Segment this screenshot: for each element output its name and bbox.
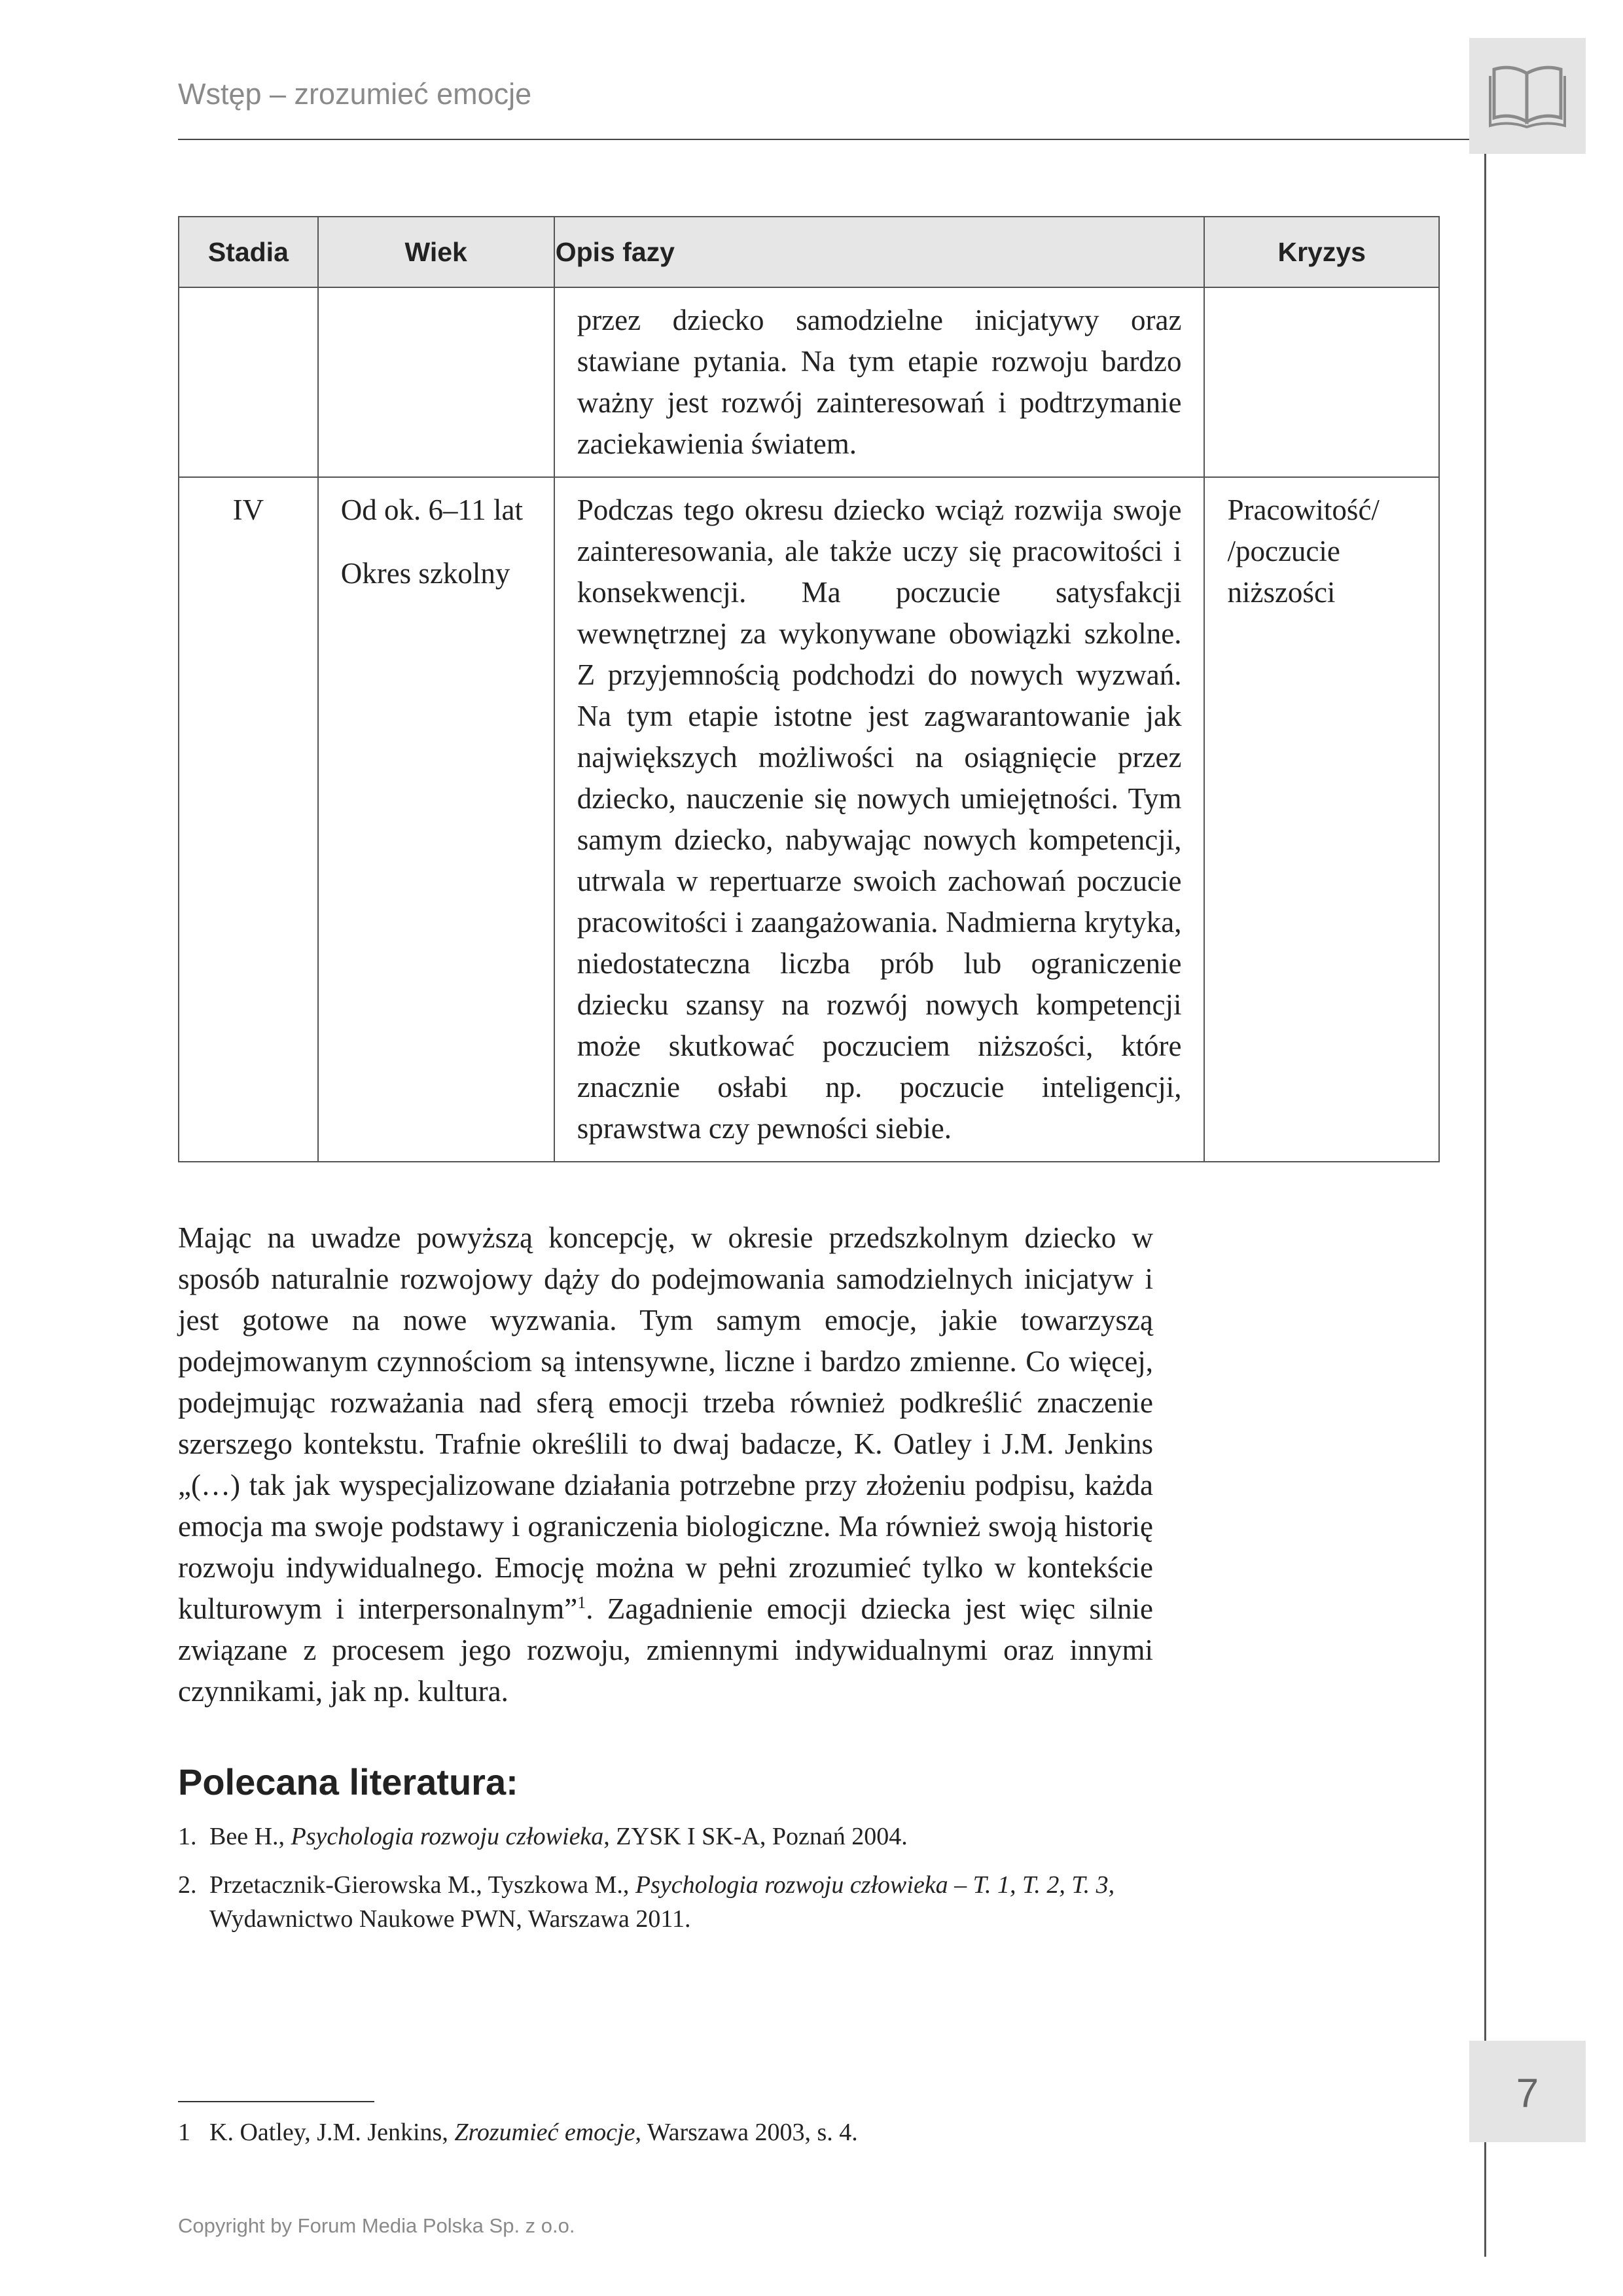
- footnote-ref[interactable]: 1: [577, 1593, 586, 1612]
- list-item-number: 2.: [178, 1871, 197, 1899]
- book-icon-box: [1469, 38, 1586, 154]
- list-item: [178, 1868, 1199, 1936]
- body-paragraph: [178, 1217, 1153, 1712]
- footnote-number: 1: [178, 2119, 190, 2146]
- crisis-cell: Pracowitość/ /poczucie niższości: [1204, 477, 1439, 1162]
- list-item-publisher: , ZYSK I SK-A, Poznań 2004.: [603, 1823, 908, 1850]
- footnote-title: Zrozumieć emocje: [454, 2119, 635, 2146]
- stage-cell: [179, 287, 318, 477]
- list-item: [178, 1820, 1199, 1854]
- description-cell: Podczas tego okresu dziecko wciąż rozwija swoje zainteresowania, ale także uczy się pracowitości i konsekwencji. Ma poczucie satysfakcji wewnętrznej za wykonywane obowiązki szkolne. Z przyjemnością podchodzi do nowych wyzwań. Na tym etapie istotne jest zagwarantowanie jak największych możliwości na osiągnięcie przez dziecko, nauczenie się nowych umiejętności. Tym samym dziecko, nabywając nowych kompetencji, utrwala w repertuarze swoich zachowań poczucie pracowitości i zaangażowania. Nadmierna krytyka, niedostateczna liczba prób lub ograniczenie dziecku szansy na rozwój nowych kompetencji może skutkować poczuciem niższości, które znacznie osłabi np. poczucie inteligencji, sprawstwa czy pewności siebie.: [554, 477, 1205, 1162]
- list-item-number: 1.: [178, 1823, 197, 1850]
- literature-list: [178, 1820, 1199, 1950]
- paragraph-text: Mając na uwadze powyższą koncepcję, w okresie przedszkolnym dziecko w sposób naturalnie rozwojowy dąży do podejmowania samodzielnych inicjatyw i jest gotowe na nowe wyzwania. Tym samym emocje, jakie towarzyszą podejmowanym czynnościom są intensywne, liczne i bardzo zmienne. Co więcej, podejmując rozważania nad sferą emocji trzeba również podkreślić znaczenie szerszego kontekstu. Trafnie określili to dwaj badacze, K. Oatley i J.M. Jenkins „(…) tak jak wyspecjalizowane działania potrzebne przy złożeniu podpisu, każda emocja ma swoje podstawy i ograniczenia biologiczne. Ma również swoją historię rozwoju indywidualnego. Emocję można w pełni zrozumieć tylko w kontekście kulturowym i interpersonalnym”: [178, 1221, 1153, 1625]
- footnote-authors: K. Oatley, J.M. Jenkins,: [209, 2119, 455, 2146]
- header-divider: [178, 139, 1585, 140]
- list-item-title: Psychologia rozwoju człowieka – T. 1, T. 2, T. 3,: [635, 1871, 1115, 1899]
- col-header-crisis: Kryzys: [1204, 217, 1439, 287]
- footnote-divider: [178, 2101, 374, 2102]
- running-title: Wstęp – zrozumieć emocje: [178, 77, 532, 111]
- development-stages-table: [178, 216, 1440, 1162]
- col-header-description: Opis fazy: [554, 217, 1205, 287]
- footnote-details: , Warszawa 2003, s. 4.: [635, 2119, 858, 2146]
- table-header-row: [179, 217, 1439, 287]
- footnote: [178, 2115, 858, 2149]
- page-number: 7: [1516, 2071, 1539, 2116]
- col-header-age: Wiek: [318, 217, 554, 287]
- list-item-publisher: Wydawnictwo Naukowe PWN, Warszawa 2011.: [209, 1905, 691, 1933]
- list-item-author: Bee H.,: [209, 1823, 291, 1850]
- list-item-author: Przetacznik-Gierowska M., Tyszkowa M.,: [209, 1871, 635, 1899]
- age-period: Okres szkolny: [340, 557, 510, 590]
- open-book-icon: [1489, 58, 1566, 130]
- age-range: Od ok. 6–11 lat: [340, 493, 524, 526]
- page-number-box: [1469, 2041, 1586, 2142]
- paragraph-text-end: . Zagadnienie emocji dziecka jest więc silnie związane z procesem jego rozwoju, zmiennymi indywidualnymi oraz innymi czynnikami, jak np. kultura.: [178, 1592, 1153, 1708]
- table-row: [179, 287, 1439, 477]
- copyright-notice: Copyright by Forum Media Polska Sp. z o.o.: [178, 2214, 575, 2237]
- table-row: [179, 477, 1439, 1162]
- crisis-cell: [1204, 287, 1439, 477]
- age-cell: [318, 477, 554, 1162]
- margin-divider: [1484, 38, 1486, 2257]
- age-cell: [318, 287, 554, 477]
- description-cell: przez dziecko samodzielne inicjatywy oraz stawiane pytania. Na tym etapie rozwoju bardzo ważny jest rozwój zainteresowań i podtrzymanie zaciekawienia światem.: [554, 287, 1205, 477]
- stage-cell: IV: [179, 477, 318, 1162]
- list-item-title: Psychologia rozwoju człowieka: [291, 1823, 604, 1850]
- col-header-stage: Stadia: [179, 217, 318, 287]
- literature-heading: Polecana literatura:: [178, 1761, 518, 1803]
